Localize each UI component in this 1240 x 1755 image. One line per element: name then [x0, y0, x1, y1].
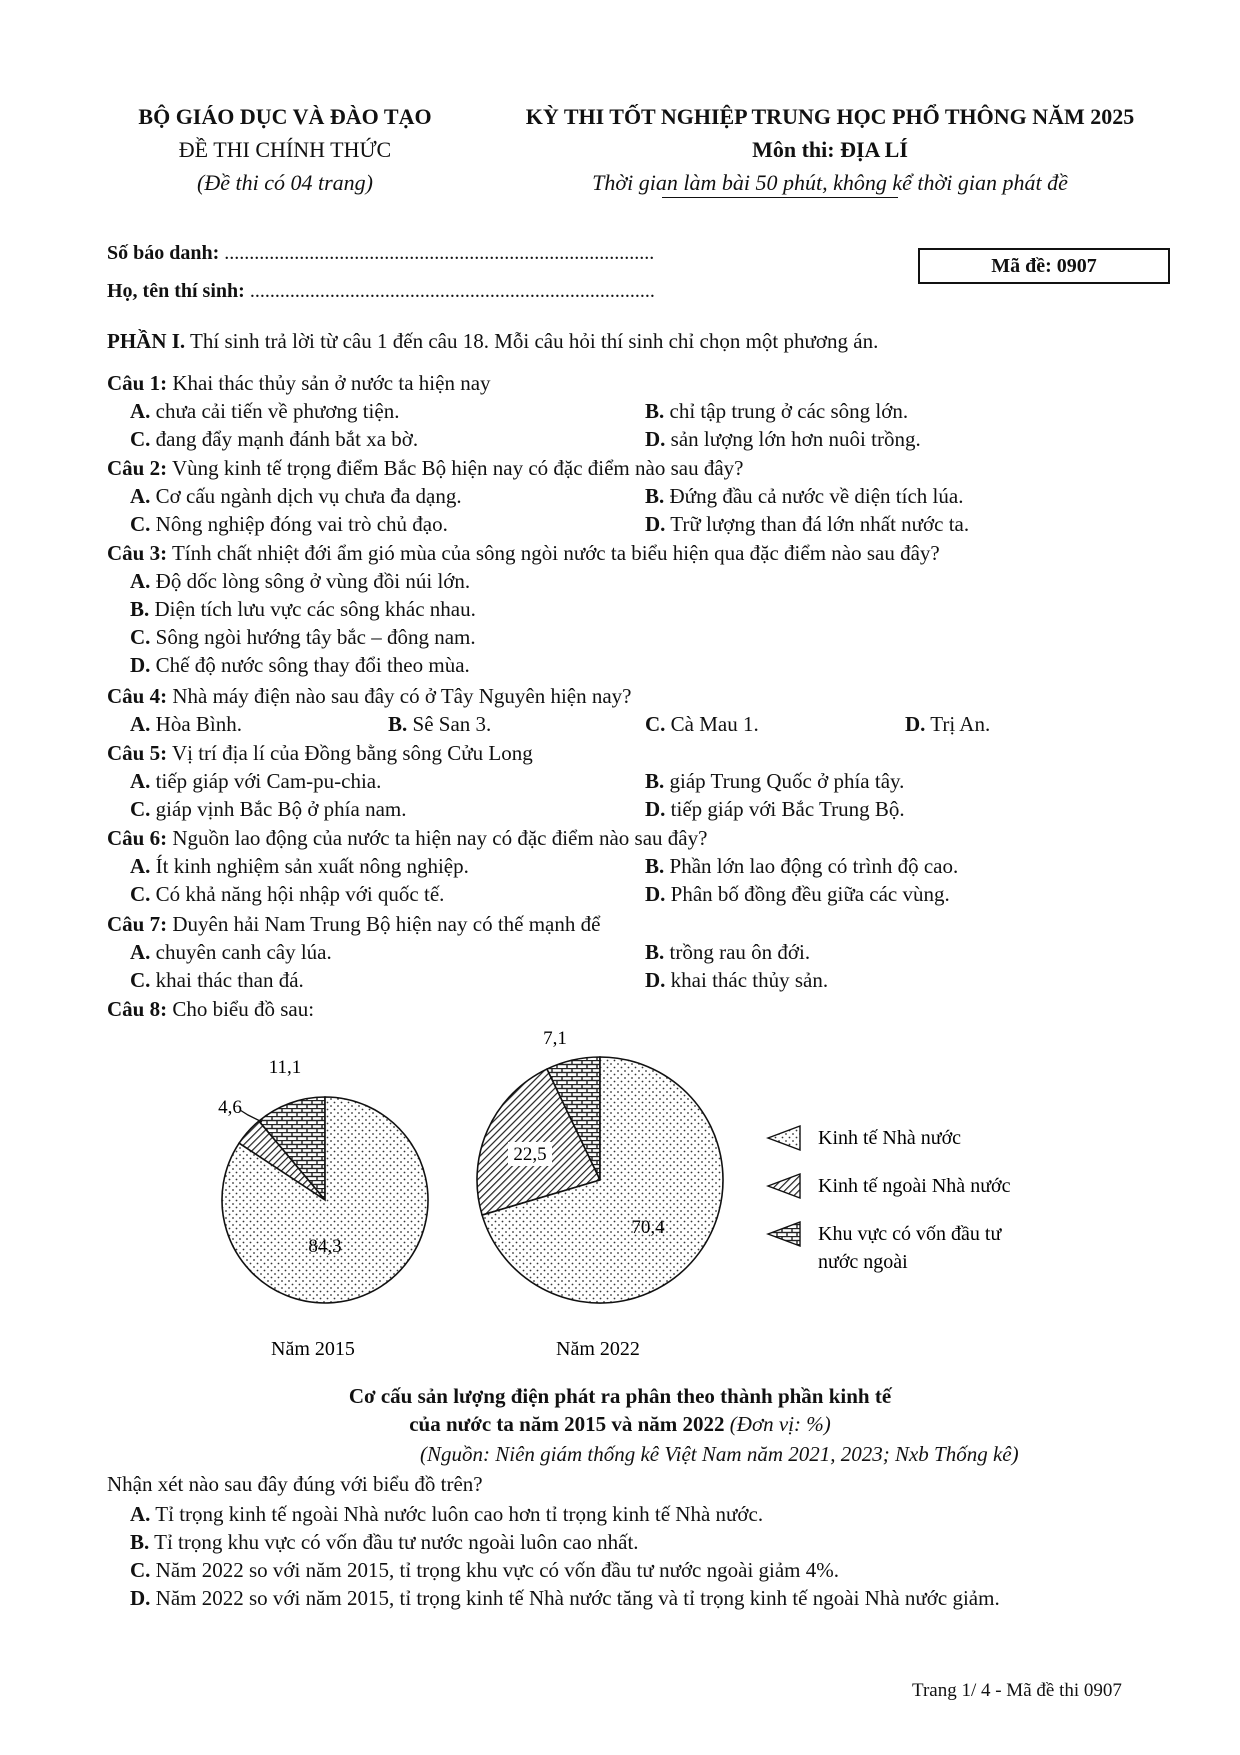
- legend-swatch: [768, 1126, 800, 1150]
- part1-title: PHẦN I.: [107, 329, 186, 353]
- q5-option-d-text: tiếp giáp với Bắc Trung Bộ.: [665, 797, 905, 821]
- q8-option-a-text: Tỉ trọng kinh tế ngoài Nhà nước luôn cao hơn tỉ trọng kinh tế Nhà nước.: [150, 1502, 764, 1526]
- q4-option-b-text: Sê San 3.: [407, 712, 492, 736]
- q8-option-a: [130, 1501, 763, 1528]
- q2-option-c-key: C.: [130, 512, 151, 536]
- q2-option-d-key: D.: [645, 512, 666, 536]
- question-3-text: Tính chất nhiệt đới ẩm gió mùa của sông ngòi nước ta biểu hiện qua đặc điểm nào sau đây?: [167, 541, 940, 565]
- part1-heading: [107, 328, 878, 355]
- subject-name: ĐỊA LÍ: [840, 137, 908, 162]
- q2-option-b-text: Đứng đầu cả nước về diện tích lúa.: [664, 484, 964, 508]
- question-4: [107, 683, 632, 710]
- q6-option-d: [645, 881, 950, 908]
- question-8: [107, 996, 314, 1023]
- q1-option-c-text: đang đẩy mạnh đánh bắt xa bờ.: [150, 427, 419, 451]
- q4-option-a-text: Hòa Bình.: [150, 712, 242, 736]
- q8-prompt: Nhận xét nào sau đây đúng với biểu đồ trên?: [107, 1472, 483, 1496]
- question-7-text: Duyên hải Nam Trung Bộ hiện nay có thế mạnh để: [167, 912, 601, 936]
- question-4-text: Nhà máy điện nào sau đây có ở Tây Nguyên hiện nay?: [167, 684, 632, 708]
- exam-title: KỲ THI TỐT NGHIỆP TRUNG HỌC PHỔ THÔNG NĂM 2025: [525, 104, 1135, 129]
- leader-line: [240, 1110, 262, 1122]
- q7-option-b: [645, 939, 810, 966]
- q5-option-c-text: giáp vịnh Bắc Bộ ở phía nam.: [150, 797, 407, 821]
- q1-option-b: [645, 398, 908, 425]
- q8-option-b-key: B.: [130, 1530, 150, 1554]
- q6-option-c-text: Có khả năng hội nhập với quốc tế.: [150, 882, 445, 906]
- official-label: ĐỀ THI CHÍNH THỨC: [178, 137, 392, 162]
- pie-value-label: 4,6: [218, 1097, 242, 1118]
- q5-option-b-text: giáp Trung Quốc ở phía tây.: [664, 769, 905, 793]
- q8-option-b: [130, 1529, 639, 1556]
- chart-title-line2: [0, 1412, 1240, 1437]
- exam-code: 0907: [1056, 255, 1097, 277]
- legend-label: Kinh tế Nhà nước: [818, 1127, 962, 1149]
- q2-option-a-key: A.: [130, 484, 151, 508]
- q2-option-b: [645, 483, 963, 510]
- question-8-text: Cho biểu đồ sau:: [167, 997, 315, 1021]
- q2-option-d: [645, 511, 969, 538]
- ministry-name: BỘ GIÁO DỤC VÀ ĐÀO TẠO: [138, 104, 432, 129]
- pie-value-label: 11,1: [268, 1057, 302, 1078]
- question-2-text: Vùng kinh tế trọng điểm Bắc Bộ hiện nay có đặc điểm nào sau đây?: [167, 456, 744, 480]
- exam-code-box: [918, 248, 1170, 284]
- legend-label: nước ngoài: [818, 1251, 908, 1273]
- pages-note: (Đề thi có 04 trang): [197, 170, 373, 195]
- pie-value-label: 22,5: [513, 1144, 547, 1165]
- q4-option-a: [130, 711, 242, 738]
- q6-option-b-key: B.: [645, 854, 665, 878]
- q8-option-c-key: C.: [130, 1558, 151, 1582]
- question-6-text: Nguồn lao động của nước ta hiện nay có đặc điểm nào sau đây?: [167, 826, 708, 850]
- sbd-field: [107, 242, 654, 265]
- header-left: [110, 100, 460, 199]
- q1-option-c: [130, 426, 418, 453]
- question-4-key: Câu 4:: [107, 684, 168, 708]
- q3-option-a-key: A.: [130, 569, 151, 593]
- question-5-key: Câu 5:: [107, 741, 168, 765]
- pie-value-label: 7,1: [543, 1028, 567, 1049]
- q8-option-a-key: A.: [130, 1502, 151, 1526]
- q7-option-d: [645, 967, 828, 994]
- name-dots: .................................................................................: [249, 280, 655, 302]
- q3-option-d: [130, 652, 470, 679]
- q4-option-b-key: B.: [388, 712, 408, 736]
- q5-option-a-text: tiếp giáp với Cam-pu-chia.: [150, 769, 382, 793]
- q8-option-d-key: D.: [130, 1586, 151, 1610]
- q1-option-d-text: sản lượng lớn hơn nuôi trồng.: [665, 427, 921, 451]
- q2-option-d-text: Trữ lượng than đá lớn nhất nước ta.: [665, 512, 970, 536]
- legend-swatch: [768, 1222, 800, 1246]
- q3-option-b: [130, 596, 476, 623]
- page-footer: Trang 1/ 4 - Mã đề thi 0907: [912, 1680, 1122, 1701]
- q3-option-a-text: Độ dốc lòng sông ở vùng đồi núi lớn.: [150, 569, 471, 593]
- q3-option-b-text: Diện tích lưu vực các sông khác nhau.: [149, 597, 476, 621]
- chart-title-line1: Cơ cấu sản lượng điện phát ra phân theo thành phần kinh tế: [348, 1384, 892, 1408]
- question-1-key: Câu 1:: [107, 371, 168, 395]
- question-8-key: Câu 8:: [107, 997, 168, 1021]
- name-field: [107, 280, 655, 303]
- q6-option-a-text: Ít kinh nghiệm sản xuất nông nghiệp.: [150, 854, 469, 878]
- q6-option-b: [645, 853, 958, 880]
- q1-option-a-key: A.: [130, 399, 151, 423]
- q3-option-d-key: D.: [130, 653, 151, 677]
- q3-option-c-text: Sông ngòi hướng tây bắc – đông nam.: [150, 625, 476, 649]
- q4-option-d-text: Trị An.: [925, 712, 991, 736]
- pie-year-label: Năm 2022: [556, 1338, 640, 1360]
- q7-option-b-text: trồng rau ôn đới.: [664, 940, 811, 964]
- q2-option-a-text: Cơ cấu ngành dịch vụ chưa đa dạng.: [150, 484, 462, 508]
- q8-option-c: [130, 1557, 839, 1584]
- chart-unit: (Đơn vị: %): [729, 1412, 831, 1436]
- q1-option-b-key: B.: [645, 399, 665, 423]
- q5-option-c-key: C.: [130, 797, 151, 821]
- subject-label: Môn thi:: [752, 137, 841, 162]
- q1-option-c-key: C.: [130, 427, 151, 451]
- q4-option-c-text: Cà Mau 1.: [665, 712, 759, 736]
- q5-option-b-key: B.: [645, 769, 665, 793]
- q7-option-c-text: khai thác than đá.: [150, 968, 304, 992]
- q6-option-c-key: C.: [130, 882, 151, 906]
- question-5-text: Vị trí địa lí của Đồng bằng sông Cửu Long: [167, 741, 533, 765]
- header-right: [470, 100, 1190, 199]
- question-6: [107, 825, 707, 852]
- q8-option-d-text: Năm 2022 so với năm 2015, tỉ trọng kinh tế Nhà nước tăng và tỉ trọng kinh tế ngoài Nhà nước giảm.: [150, 1586, 1000, 1610]
- q7-option-a: [130, 939, 332, 966]
- part1-instruction: Thí sinh trả lời từ câu 1 đến câu 18. Mỗi câu hỏi thí sinh chỉ chọn một phương án.: [185, 329, 879, 353]
- question-2-key: Câu 2:: [107, 456, 168, 480]
- pie-value-label: 70,4: [631, 1217, 665, 1238]
- header-underline: [662, 197, 898, 198]
- q6-option-a: [130, 853, 469, 880]
- name-label: Họ, tên thí sinh:: [107, 280, 245, 302]
- q4-option-c-key: C.: [645, 712, 666, 736]
- q7-option-c-key: C.: [130, 968, 151, 992]
- q3-option-c: [130, 624, 476, 651]
- question-7-key: Câu 7:: [107, 912, 168, 936]
- pie-chart-figure: [0, 1020, 1240, 1370]
- code-label: Mã đề:: [991, 255, 1052, 277]
- q6-option-d-text: Phân bố đồng đều giữa các vùng.: [665, 882, 950, 906]
- q1-option-d: [645, 426, 921, 453]
- legend-swatch: [768, 1174, 800, 1198]
- q2-option-c-text: Nông nghiệp đóng vai trò chủ đạo.: [150, 512, 448, 536]
- time-note: Thời gian làm bài 50 phút, không kể thời gian phát đề: [592, 170, 1068, 195]
- q2-option-b-key: B.: [645, 484, 665, 508]
- q5-option-b: [645, 768, 904, 795]
- question-3: [107, 540, 940, 567]
- q3-option-d-text: Chế độ nước sông thay đổi theo mùa.: [150, 653, 470, 677]
- q6-option-a-key: A.: [130, 854, 151, 878]
- q3-option-a: [130, 568, 470, 595]
- q7-option-b-key: B.: [645, 940, 665, 964]
- q3-option-b-key: B.: [130, 597, 150, 621]
- q1-option-a: [130, 398, 399, 425]
- q2-option-a: [130, 483, 462, 510]
- chart-source: (Nguồn: Niên giám thống kê Việt Nam năm 2021, 2023; Nxb Thống kê): [420, 1442, 1019, 1466]
- q7-option-a-text: chuyên canh cây lúa.: [150, 940, 332, 964]
- sbd-dots: ......................................................................................: [224, 242, 655, 264]
- question-5: [107, 740, 533, 767]
- subject-line: [470, 133, 1190, 166]
- q4-option-c: [645, 711, 759, 738]
- q8-option-b-text: Tỉ trọng khu vực có vốn đầu tư nước ngoài luôn cao nhất.: [149, 1530, 639, 1554]
- q4-option-d: [905, 711, 990, 738]
- q7-option-d-key: D.: [645, 968, 666, 992]
- q7-option-c: [130, 967, 304, 994]
- q1-option-d-key: D.: [645, 427, 666, 451]
- q6-option-b-text: Phần lớn lao động có trình độ cao.: [664, 854, 959, 878]
- q5-option-d-key: D.: [645, 797, 666, 821]
- q8-option-c-text: Năm 2022 so với năm 2015, tỉ trọng khu vực có vốn đầu tư nước ngoài giảm 4%.: [150, 1558, 840, 1582]
- legend-label: Khu vực có vốn đầu tư: [818, 1223, 1002, 1245]
- q3-option-c-key: C.: [130, 625, 151, 649]
- question-1: [107, 370, 491, 397]
- pie-year-label: Năm 2015: [271, 1338, 355, 1360]
- sbd-label: Số báo danh:: [107, 242, 220, 264]
- pie-value-label: 84,3: [308, 1236, 342, 1257]
- q5-option-a-key: A.: [130, 769, 151, 793]
- question-7: [107, 911, 600, 938]
- q7-option-a-key: A.: [130, 940, 151, 964]
- question-3-key: Câu 3:: [107, 541, 168, 565]
- q5-option-d: [645, 796, 905, 823]
- legend-label: Kinh tế ngoài Nhà nước: [818, 1175, 1011, 1197]
- q2-option-c: [130, 511, 448, 538]
- question-2: [107, 455, 743, 482]
- q8-option-d: [130, 1585, 1000, 1612]
- q5-option-a: [130, 768, 381, 795]
- q6-option-d-key: D.: [645, 882, 666, 906]
- q4-option-d-key: D.: [905, 712, 926, 736]
- q1-option-a-text: chưa cải tiến về phương tiện.: [150, 399, 400, 423]
- question-1-text: Khai thác thủy sản ở nước ta hiện nay: [167, 371, 491, 395]
- q1-option-b-text: chỉ tập trung ở các sông lớn.: [664, 399, 909, 423]
- q7-option-d-text: khai thác thủy sản.: [665, 968, 829, 992]
- q5-option-c: [130, 796, 406, 823]
- q6-option-c: [130, 881, 444, 908]
- chart-title-line2-text: của nước ta năm 2015 và năm 2022: [409, 1412, 730, 1436]
- q4-option-b: [388, 711, 491, 738]
- q4-option-a-key: A.: [130, 712, 151, 736]
- question-6-key: Câu 6:: [107, 826, 168, 850]
